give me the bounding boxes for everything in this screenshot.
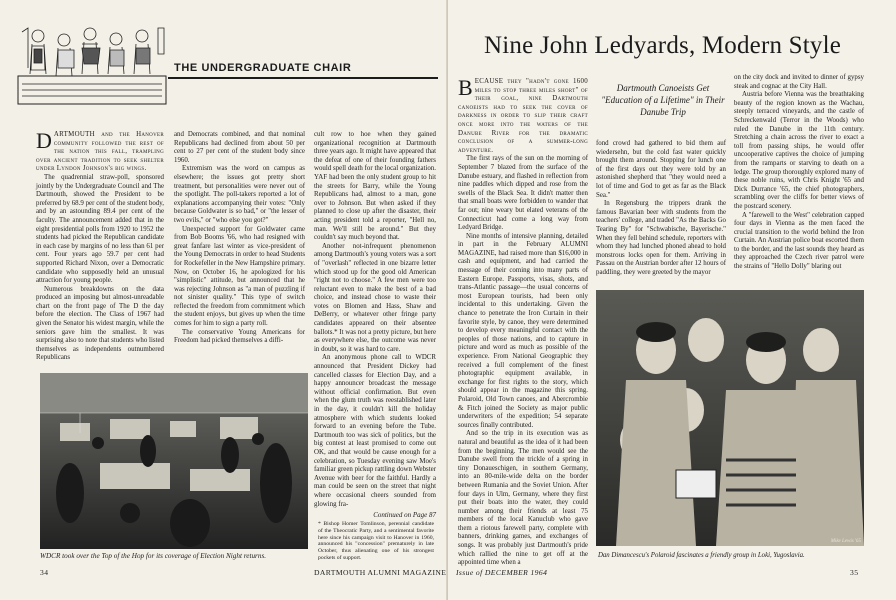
folio-issue-date: Issue of DECEMBER 1964 [456, 568, 548, 577]
lead-paragraph: BECAUSE they "hadn't gone 1600 miles to stop three miles short" of their goal, nine Dartmouth canoeists had to seek the cover of darkness in order to slip their craft once more into the waters of the Danube River for the dramatic conclusion of a summer-long adventure. [458, 75, 588, 154]
paragraph: and Democrats combined, and that nominal Republicans had declined from about 50 per cent to 27 per cent of the student body since 1960. [174, 131, 305, 164]
election-night-photo [40, 373, 308, 549]
paragraph: The conservative Young Americans for Freedom had picked themselves a diffi- [174, 328, 305, 345]
right-column-1 [458, 75, 588, 567]
paragraph: Unexpected support for Goldwater came from Bob Booms '66, who had resigned with great fanfare last winter as vice-president of the Young Democrats in order to head Students for Rockefeller in the New Hampshire primary. Now, on October 16, he apologized for his "simplistic" attitude, but announced that he was rejecting Johnson as "a man of puzzling if not sinister quality." This type of switch reflected the freedom from commitment which the student enjoys, but gives up when the time comes for him to sign a party roll. [174, 225, 305, 328]
left-photo-caption: WDCR took over the Top of the Hop for its coverage of Election Night returns. [40, 552, 267, 560]
left-column-3 [314, 131, 436, 520]
paragraph: on the city dock and invited to dinner of gypsy steak and cognac at the City Hall. [734, 74, 864, 90]
article-title: Nine John Ledyards, Modern Style [484, 32, 842, 59]
dropcap: D [36, 128, 52, 153]
paragraph: Another not-infrequent phenomenon among Dartmouth's young voters was a sort of "overlash" reflected in one bizarre letter which stood up for the good old American "right not to choose." A few men were too reluctant even to make the best of a bad choice, and instead chose to waste their votes on Blomen and Hass, Shaw and DeBerry, or whatever other fringe party candidates appeared on their absentee ballots.* It was not a pretty picture, but here as everywhere else, the outcome was never in doubt, so it was hard to care. [314, 242, 436, 353]
paragraph: Nine months of intensive planning, detailed in part in the February ALUMNI MAGAZINE, had raised more than $16,000 in cash and equipment, and had carried the message of their coming into many parts of Eastern Europe. Passports, visas, shots, and trans-Atlantic passage—the usual concerns of most European tourists, had been only incidental to this undertaking. Given the chance to penetrate the Iron Curtain in their favorite style, by canoe, they were determined to develop every meaningful contact with the peoples of those nations, and to capture in picture and word as much as possible of the experience. From National Geographic they received a full complement of the finest photographic equipment available, in exchange for first rights to the story, which should appear in the magazine this spring. Polaroid, Old Town canoes, and Abercrombie & Fitch joined the Society as major public underwriters of the expedition; 54 separate sources finally contributed. [458, 232, 588, 429]
left-column-2 [174, 131, 305, 367]
paragraph: In Regensburg the trippers drank the famous Bavarian beer with students from the teachers' college, and traded "As the Backs Go Tearing By" for "Schwabische, Bayerische." When they fell behind schedule, reporters with whom they had lunched phoned ahead to hold monstrous locks open for them. Arriving in Passau on the Austrian border after 12 hours of paddling, they were greeted by the mayor [596, 200, 726, 276]
paragraph: fond crowd had gathered to bid them auf wiedersehn, but the cold fast water quickly brought them around. Stopping for lunch one of the first days out they were told by an astonished shepherd that "they would need a lot of time and God to get as far as the Black Sea." [596, 140, 726, 199]
paragraph: And so the trip in its execution was as natural and beautiful as the idea of it had been from the beginning. The men would see the Danube swell from the trickle of a spring in tiny Donaueschigen, in southern Germany, into an 80-mile-wide delta on the border between Rumania and the Soviet Union. After four days in Ulm, Germany, where they first put their boats into the water, they could number among their friends at least 75 members of the local Kanuclub who gave them a riotous farewell party, complete with banners, drinking games, and exchanges of songs. It was probably just Dartmouth's pride which rallied the nine to get off at the appointed time when a [458, 430, 588, 567]
article-deck: Dartmouth Canoeists Get "Education of a Lifetime" in Their Danube Trip [601, 83, 725, 117]
paragraph: cult row to hoe when they gained organizational recognition at Dartmouth three years ago. It might have appeared that the defeat of one of their founding fathers would spell death for the local organization. YAF had been the only student group to hit the streets for Barry, while the Young Republicans had, almost to a man, gone over to Johnson. But when asked if they planned to close up after the disaster, their acting president told a reporter, "Hell no, man. We'll still be around." But they couldn't say much beyond that. [314, 131, 436, 242]
continued-note: Continued on Page 87 [373, 511, 436, 520]
paragraph: A "farewell to the West" celebration capped four days in Vienna as the men faced the crucial transition to the world behind the Iron Curtain. An Austrian police boat escorted them to the border, and the last sounds they heard as they approached the Czech river patrol were the strains of "Hello Dolly" blaring out [734, 211, 864, 271]
footnote: * Bishop Homer Tomlinson, perennial candidate of the Theocratic Party, and a sentimental favorite here since his campaign visit to Hanover in 1960, announced his "concession" prematurely in late October, thus alienating one of his strongest pockets of support. [318, 521, 434, 561]
paragraph: The first rays of the sun on the morning of September 7 blazed from the surface of the Danube estuary, and flashed in reflection from nine paddles which dipped and rose from the swells of the Black Sea. It didn't matter then that small boats were forbidden to wander that far out; nine weary but elated veterans of the Connecticut had come a long way from Ledyard Bridge. [458, 155, 588, 232]
lead-paragraph: DARTMOUTH and the Hanover community followed the rest of the nation this fall, trampling over ancient tradition to seek shelter under Lyndon Johnson's big wings. [36, 128, 164, 173]
right-column-2 [596, 140, 726, 284]
paragraph: Extremism was the word on campus as elsewhere; the issues got pretty short treatment, but personalities were never out of the spotlight. The poll-takers reported a lot of explanations accompanying their votes: "Only because Goldwater is so bad," or "the lesser of two evils," or "who else you got?" [174, 165, 305, 224]
folio-page-number-left: 34 [40, 568, 49, 577]
photo-credit: Mike Lewis '65 [830, 539, 861, 544]
folio-page-number-right: 35 [850, 568, 859, 577]
paragraph: Numerous breakdowns on the data produced an imposing but almost-unreadable chart on the front page of The D the day before the election. The Class of 1967 had given the Senator his widest margin, while the seniors gave him the smallest. It was surprising also to note that students who listed themselves as independents outnumbered Republicans [36, 285, 164, 362]
canoeists-crowd-photo-image [596, 290, 864, 546]
section-header-title: THE UNDERGRADUATE CHAIR [174, 62, 352, 74]
canoeists-crowd-photo [596, 290, 864, 546]
right-column-3 [734, 74, 864, 284]
folio-magazine-name: DARTMOUTH ALUMNI MAGAZINE [314, 568, 447, 577]
students-cartoon-illustration [18, 24, 166, 104]
paragraph: The quadrennial straw-poll, sponsored jointly by the Undergraduate Council and The Dartmouth, showed the President to be preferred by 68.9 per cent of the student body, and by an astounding 89.4 per cent of the faculty. The announcement added that in the eight presidential polls from 1920 to 1952 the students had picked the Republican candidate in each case by margins of no less than 61 per cent. Four years ago 59.7 per cent had supported Richard Nixon, over a Democratic candidate who supposedly held an unusual attraction for young people. [36, 173, 164, 285]
header-rule [168, 77, 438, 79]
right-photo-caption: Dan Dimancescu's Polaroid fascinates a friendly group in Loki, Yugoslavia. [598, 552, 805, 559]
paragraph: An anonymous phone call to WDCR announced that President Dickey had cancelled classes for Election Day, and a happy announcer broadcast the message without official confirmation. But even when the glum truth was reestablished later in the day, it couldn't kill the holiday atmosphere with which students looked forward to an evening before the Tube. Dartmouth too was sick of politics, but the big contest at least promised to come out OK, and that would be cause enough for a celebration, so Tuesday evening saw Moe's familiar green pickup rattling down Webster Avenue with beer for the faithful. Hardly a man could be seen on the street that night where occasional cheers sounded from glowing fra- [314, 354, 436, 508]
paragraph: Austria before Vienna was the breathtaking beauty of the region known as the Wachau, steeply terraced vineyards, and the castle of Schreckenwald (Terror in the Woods) who ruled the Danube in the 11th century. Stretching a chain across the river to exact a toll from passing ships, he would offer uncooperative captives the choice of jumping from the ramparts or starving to death on a ledge. The group thoroughly explored many of these noble ruins, with Chris Knight '65 and Dick Durrance '65, the chief photographers, scrambling over the cliffs for better views of the postcard scenery. [734, 91, 864, 210]
left-column-1 [36, 128, 164, 367]
election-night-photo-image [40, 373, 308, 549]
dropcap: B [458, 75, 473, 100]
